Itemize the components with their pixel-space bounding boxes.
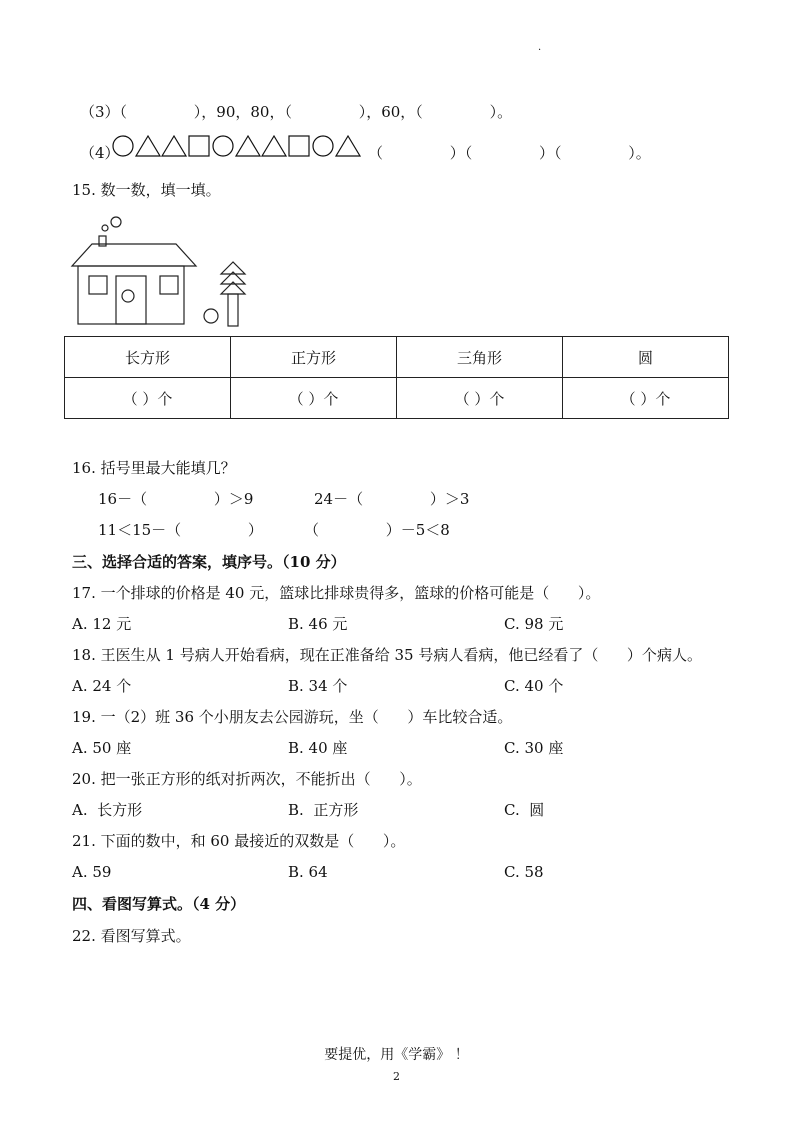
triangle-shape: [336, 136, 360, 156]
square-shape: [189, 136, 209, 156]
q20-option-c[interactable]: C. 圆: [504, 801, 545, 819]
top-mark: .: [538, 42, 542, 53]
q16-item-3[interactable]: 11＜15－（ ）: [98, 521, 263, 539]
shape-count-table: [64, 336, 729, 419]
q14-line4-blanks[interactable]: （ ）（ ）（ ）。: [368, 144, 651, 162]
footer-slogan: 要提优，用《学霸》 ！: [324, 1047, 469, 1063]
q17-option-b[interactable]: B. 46 元: [288, 615, 348, 633]
q22-text: 22. 看图写算式。: [72, 927, 191, 945]
triangle-shape: [236, 136, 260, 156]
section-3-title: 三、选择合适的答案，填序号。（10 分）: [72, 553, 346, 571]
triangle-shape: [162, 136, 186, 156]
q14-line4-prefix: （4）: [80, 144, 120, 162]
q14-line3: （3）（ ），90，80，（ ），60，（ ）。: [80, 103, 513, 121]
answer-circle[interactable]: （ ）个: [563, 378, 729, 419]
q20-option-a[interactable]: A. 长方形: [72, 801, 143, 819]
header-square: 正方形: [231, 337, 397, 378]
q16-title: 16. 括号里最大能填几？: [72, 459, 236, 477]
q17-option-a[interactable]: A. 12 元: [72, 615, 132, 633]
triangle-shape: [262, 136, 286, 156]
q18-option-c[interactable]: C. 40 个: [504, 677, 564, 695]
q15-title: 15. 数一数，填一填。: [72, 181, 221, 199]
q20-text: 20. 把一张正方形的纸对折两次，不能折出（ ）。: [72, 770, 422, 788]
answer-square[interactable]: （ ）个: [231, 378, 397, 419]
q19-option-a[interactable]: A. 50 座: [72, 739, 132, 757]
q17-option-c[interactable]: C. 98 元: [504, 615, 564, 633]
q18-option-a[interactable]: A. 24 个: [72, 677, 132, 695]
q20-option-b[interactable]: B. 正方形: [288, 801, 359, 819]
q21-option-a[interactable]: A. 59: [72, 863, 112, 881]
answer-triangle[interactable]: （ ）个: [397, 378, 563, 419]
triangle-shape: [136, 136, 160, 156]
q19-option-b[interactable]: B. 40 座: [288, 739, 348, 757]
q18-option-b[interactable]: B. 34 个: [288, 677, 348, 695]
header-circle: 圆: [563, 337, 729, 378]
circle-shape: [213, 136, 233, 156]
house-tree-figure: [70, 214, 250, 328]
q16-item-4[interactable]: （ ）－5＜8: [304, 521, 450, 539]
circle-shape: [313, 136, 333, 156]
q21-text: 21. 下面的数中，和 60 最接近的双数是（ ）。: [72, 832, 406, 850]
section-4-title: 四、看图写算式。（4 分）: [72, 895, 246, 913]
header-rectangle: 长方形: [65, 337, 231, 378]
q21-option-b[interactable]: B. 64: [288, 863, 328, 881]
header-triangle: 三角形: [397, 337, 563, 378]
q16-item-2[interactable]: 24－（ ）＞3: [314, 490, 470, 508]
shape-sequence-figure: [112, 134, 362, 160]
q17-text: 17. 一个排球的价格是 40 元，篮球比排球贵得多，篮球的价格可能是（ ）。: [72, 584, 601, 602]
q19-text: 19. 一（2）班 36 个小朋友去公园游玩，坐（ ）车比较合适。: [72, 708, 513, 726]
q16-item-1[interactable]: 16－（ ）＞9: [98, 490, 254, 508]
answer-rectangle[interactable]: （ ）个: [65, 378, 231, 419]
q21-option-c[interactable]: C. 58: [504, 863, 544, 881]
square-shape: [289, 136, 309, 156]
page-number: 2: [393, 1070, 400, 1083]
circle-shape: [113, 136, 133, 156]
q18-text: 18. 王医生从 1 号病人开始看病，现在正准备给 35 号病人看病，他已经看了（ ）个病人。: [72, 646, 702, 664]
q19-option-c[interactable]: C. 30 座: [504, 739, 564, 757]
